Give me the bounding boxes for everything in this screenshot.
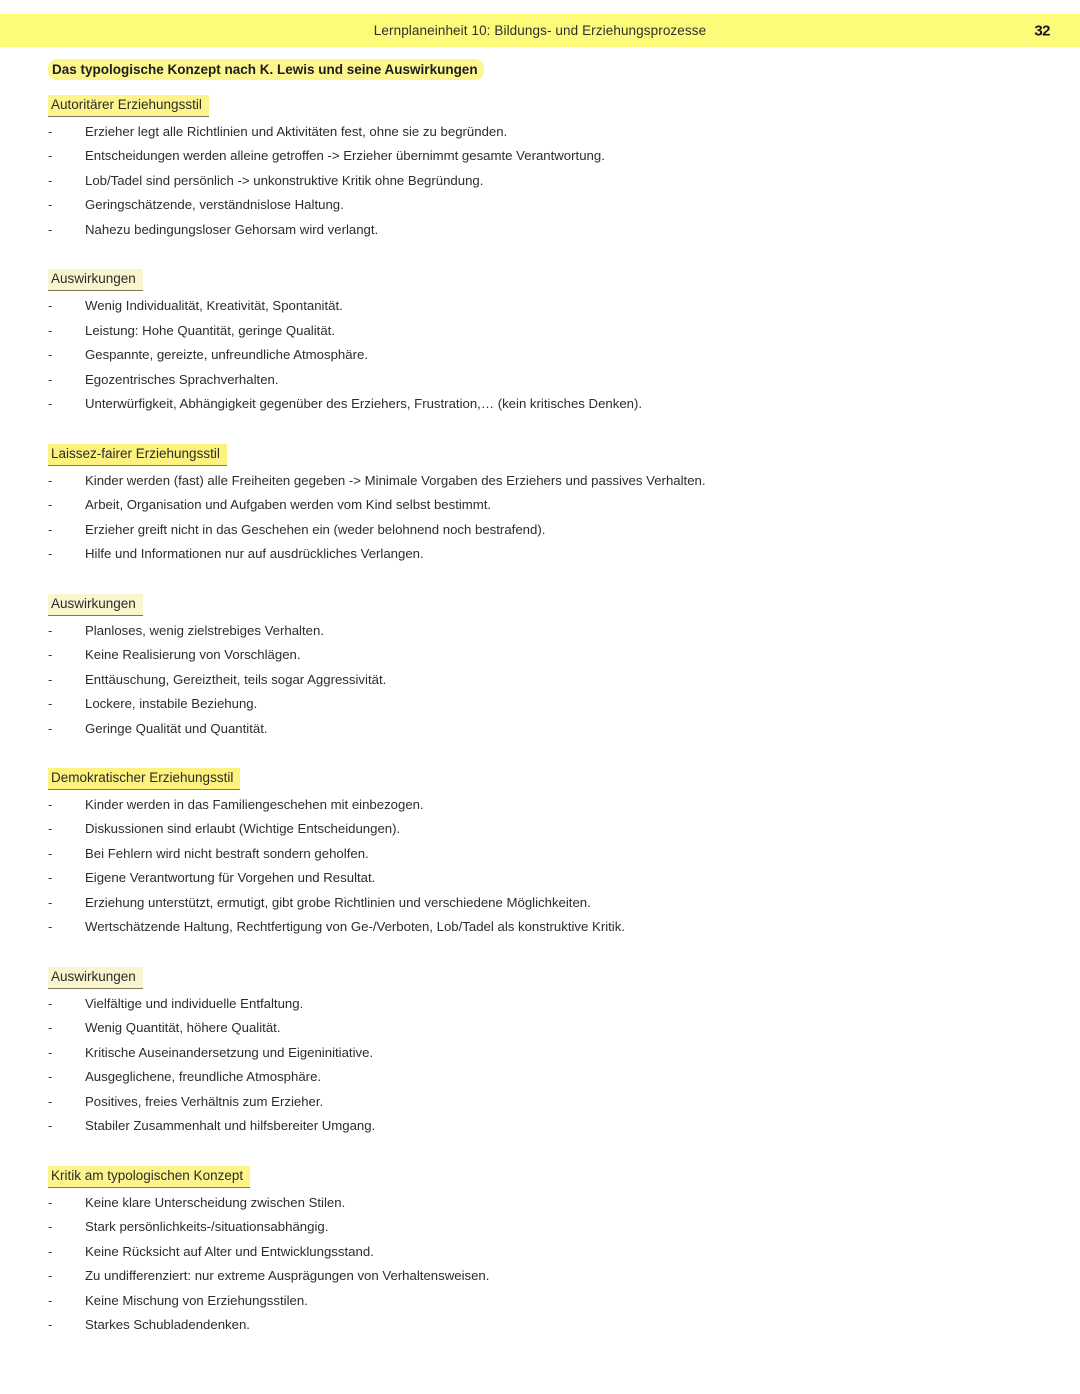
bullet-marker-icon: -: [48, 796, 53, 812]
bullet-marker-icon: -: [48, 172, 53, 188]
list-item: [48, 847, 1034, 872]
section-heading: [48, 95, 1034, 117]
list-item: [48, 1046, 1034, 1071]
list-item: [48, 299, 1034, 324]
section-heading-text: Autoritärer Erziehungsstil: [48, 95, 209, 117]
sections-container: [48, 95, 1034, 1343]
list-item: [48, 198, 1034, 223]
list-item-text: Geringe Qualität und Quantität.: [85, 720, 268, 736]
list-item-text: Kinder werden (fast) alle Freiheiten gegeben -> Minimale Vorgaben des Erziehers und passives Verhalten.: [85, 472, 706, 488]
list-item-text: Lob/Tadel sind persönlich -> unkonstruktive Kritik ohne Begründung.: [85, 172, 484, 188]
section-heading-text: Auswirkungen: [48, 269, 143, 291]
list-item-text: Eigene Verantwortung für Vorgehen und Resultat.: [85, 870, 376, 886]
list-item-text: Enttäuschung, Gereiztheit, teils sogar Aggressivität.: [85, 671, 387, 687]
list-item: [48, 1119, 1034, 1144]
list-item: [48, 1021, 1034, 1046]
list-item: [48, 697, 1034, 722]
bullet-marker-icon: -: [48, 1020, 53, 1036]
section-spacer: [48, 945, 1034, 967]
section-heading-text: Auswirkungen: [48, 594, 143, 616]
list-item: [48, 498, 1034, 523]
bullet-marker-icon: -: [48, 347, 53, 363]
section-spacer: [48, 746, 1034, 768]
bullet-marker-icon: -: [48, 622, 53, 638]
header-title: Lernplaneinheit 10: Bildungs- und Erziehungsprozesse: [373, 23, 707, 38]
list-item-text: Stark persönlichkeits-/situationsabhängig.: [85, 1219, 329, 1235]
bullet-marker-icon: -: [48, 197, 53, 213]
list-item-text: Gespannte, gereizte, unfreundliche Atmosphäre.: [85, 347, 368, 363]
section-heading: [48, 967, 1034, 989]
bullet-marker-icon: -: [48, 1219, 53, 1235]
list-item-text: Erziehung unterstützt, ermutigt, gibt grobe Richtlinien und verschiedene Möglichkeiten.: [85, 894, 591, 910]
bullet-marker-icon: -: [48, 919, 53, 935]
list-item-text: Kritische Auseinandersetzung und Eigeninitiative.: [85, 1044, 374, 1060]
section-heading: [48, 594, 1034, 616]
bullet-marker-icon: -: [48, 1093, 53, 1109]
document-content: [0, 47, 1080, 1343]
list-item: [48, 1245, 1034, 1270]
list-item: [48, 871, 1034, 896]
bullet-marker-icon: -: [48, 1243, 53, 1259]
list-item: [48, 348, 1034, 373]
bullet-marker-icon: -: [48, 221, 53, 237]
section-heading-text: Demokratischer Erziehungsstil: [48, 768, 240, 790]
list-item: [48, 1220, 1034, 1245]
bullet-marker-icon: -: [48, 472, 53, 488]
bullet-list: [48, 1196, 1034, 1343]
bullet-marker-icon: -: [48, 720, 53, 736]
list-item-text: Leistung: Hohe Quantität, geringe Qualität.: [85, 322, 335, 338]
bullet-marker-icon: -: [48, 298, 53, 314]
bullet-list: [48, 997, 1034, 1144]
bullet-marker-icon: -: [48, 521, 53, 537]
list-item-text: Wertschätzende Haltung, Rechtfertigung von Ge-/Verboten, Lob/Tadel als konstruktive Kritik.: [85, 919, 625, 935]
list-item: [48, 1294, 1034, 1319]
bullet-marker-icon: -: [48, 1118, 53, 1134]
bullet-marker-icon: -: [48, 546, 53, 562]
list-item-text: Positives, freies Verhältnis zum Erzieher.: [85, 1093, 324, 1109]
page-number: 32: [1034, 22, 1050, 39]
bullet-marker-icon: -: [48, 371, 53, 387]
page-header-band: [0, 14, 1080, 47]
page-title-text: Das typologische Konzept nach K. Lewis und seine Auswirkungen: [48, 59, 484, 80]
document-sheet: [0, 47, 1080, 1343]
list-item: [48, 523, 1034, 548]
bullet-marker-icon: -: [48, 671, 53, 687]
bullet-marker-icon: -: [48, 821, 53, 837]
list-item-text: Ausgeglichene, freundliche Atmosphäre.: [85, 1069, 322, 1085]
list-item-text: Hilfe und Informationen nur auf ausdrückliches Verlangen.: [85, 546, 424, 562]
list-item: [48, 1269, 1034, 1294]
bullet-marker-icon: -: [48, 1069, 53, 1085]
list-item: [48, 373, 1034, 398]
list-item: [48, 798, 1034, 823]
list-item-text: Diskussionen sind erlaubt (Wichtige Entscheidungen).: [85, 821, 401, 837]
page-title: [48, 62, 1034, 77]
list-item: [48, 1318, 1034, 1343]
bullet-list: [48, 624, 1034, 747]
list-item-text: Kinder werden in das Familiengeschehen mit einbezogen.: [85, 796, 424, 812]
bullet-marker-icon: -: [48, 845, 53, 861]
bullet-marker-icon: -: [48, 647, 53, 662]
list-item: [48, 149, 1034, 174]
bullet-marker-icon: -: [48, 1194, 53, 1210]
list-item: [48, 223, 1034, 248]
list-item-text: Starkes Schubladendenken.: [85, 1317, 250, 1333]
bullet-marker-icon: -: [48, 995, 53, 1011]
bullet-marker-icon: -: [48, 123, 53, 139]
section-spacer: [48, 572, 1034, 594]
list-item-text: Nahezu bedingungsloser Gehorsam wird verlangt.: [85, 221, 379, 237]
bullet-marker-icon: -: [48, 1044, 53, 1060]
bullet-list: [48, 798, 1034, 945]
section-heading: [48, 269, 1034, 291]
bullet-marker-icon: -: [48, 148, 53, 164]
list-item-text: Wenig Individualität, Kreativität, Spontanität.: [85, 298, 343, 314]
section-heading: [48, 768, 1034, 790]
list-item: [48, 547, 1034, 572]
list-item-text: Keine Realisierung von Vorschlägen.: [85, 647, 301, 662]
list-item-text: Zu undifferenziert: nur extreme Ausprägungen von Verhaltensweisen.: [85, 1268, 490, 1284]
bullet-marker-icon: -: [48, 870, 53, 886]
section-heading-text: Laissez-fairer Erziehungsstil: [48, 444, 227, 466]
section-heading-text: Auswirkungen: [48, 967, 143, 989]
list-item-text: Vielfältige und individuelle Entfaltung.: [85, 995, 304, 1011]
section-spacer: [48, 247, 1034, 269]
bullet-list: [48, 125, 1034, 248]
bullet-marker-icon: -: [48, 894, 53, 910]
list-item: [48, 1196, 1034, 1221]
bullet-marker-icon: -: [48, 396, 53, 412]
section-spacer: [48, 1144, 1034, 1166]
list-item-text: Keine Mischung von Erziehungsstilen.: [85, 1292, 308, 1308]
bullet-list: [48, 299, 1034, 422]
list-item-text: Entscheidungen werden alleine getroffen -> Erzieher übernimmt gesamte Verantwortung.: [85, 148, 605, 164]
section-heading: [48, 444, 1034, 466]
list-item-text: Keine klare Unterscheidung zwischen Stilen.: [85, 1194, 346, 1210]
list-item: [48, 673, 1034, 698]
list-item-text: Planloses, wenig zielstrebiges Verhalten.: [85, 622, 324, 638]
list-item-text: Bei Fehlern wird nicht bestraft sondern geholfen.: [85, 845, 369, 861]
section-heading: [48, 1166, 1034, 1188]
list-item-text: Stabiler Zusammenhalt und hilfsbereiter Umgang.: [85, 1118, 376, 1134]
bullet-marker-icon: -: [48, 322, 53, 338]
list-item-text: Erzieher legt alle Richtlinien und Aktivitäten fest, ohne sie zu begründen.: [85, 123, 508, 139]
list-item: [48, 397, 1034, 422]
list-item: [48, 822, 1034, 847]
list-item: [48, 624, 1034, 649]
list-item-text: Keine Rücksicht auf Alter und Entwicklungsstand.: [85, 1243, 374, 1259]
bullet-marker-icon: -: [48, 1292, 53, 1308]
list-item-text: Erzieher greift nicht in das Geschehen ein (weder belohnend noch bestrafend).: [85, 521, 546, 537]
list-item: [48, 896, 1034, 921]
bullet-marker-icon: -: [48, 497, 53, 513]
list-item: [48, 174, 1034, 199]
list-item-text: Unterwürfigkeit, Abhängigkeit gegenüber des Erziehers, Frustration,… (kein kritisches Denken).: [85, 396, 643, 412]
list-item: [48, 920, 1034, 945]
list-item: [48, 474, 1034, 499]
list-item-text: Lockere, instabile Beziehung.: [85, 696, 258, 711]
bullet-marker-icon: -: [48, 696, 53, 711]
list-item: [48, 1070, 1034, 1095]
list-item-text: Arbeit, Organisation und Aufgaben werden vom Kind selbst bestimmt.: [85, 497, 492, 513]
list-item-text: Geringschätzende, verständnislose Haltung.: [85, 197, 344, 213]
list-item: [48, 1095, 1034, 1120]
bullet-marker-icon: -: [48, 1317, 53, 1333]
section-spacer: [48, 422, 1034, 444]
list-item: [48, 997, 1034, 1022]
bullet-marker-icon: -: [48, 1268, 53, 1284]
list-item: [48, 324, 1034, 349]
bullet-list: [48, 474, 1034, 572]
list-item-text: Wenig Quantität, höhere Qualität.: [85, 1020, 281, 1036]
list-item: [48, 722, 1034, 747]
section-heading-text: Kritik am typologischen Konzept: [48, 1166, 250, 1188]
list-item: [48, 125, 1034, 150]
list-item-text: Egozentrisches Sprachverhalten.: [85, 371, 279, 387]
list-item: [48, 648, 1034, 673]
